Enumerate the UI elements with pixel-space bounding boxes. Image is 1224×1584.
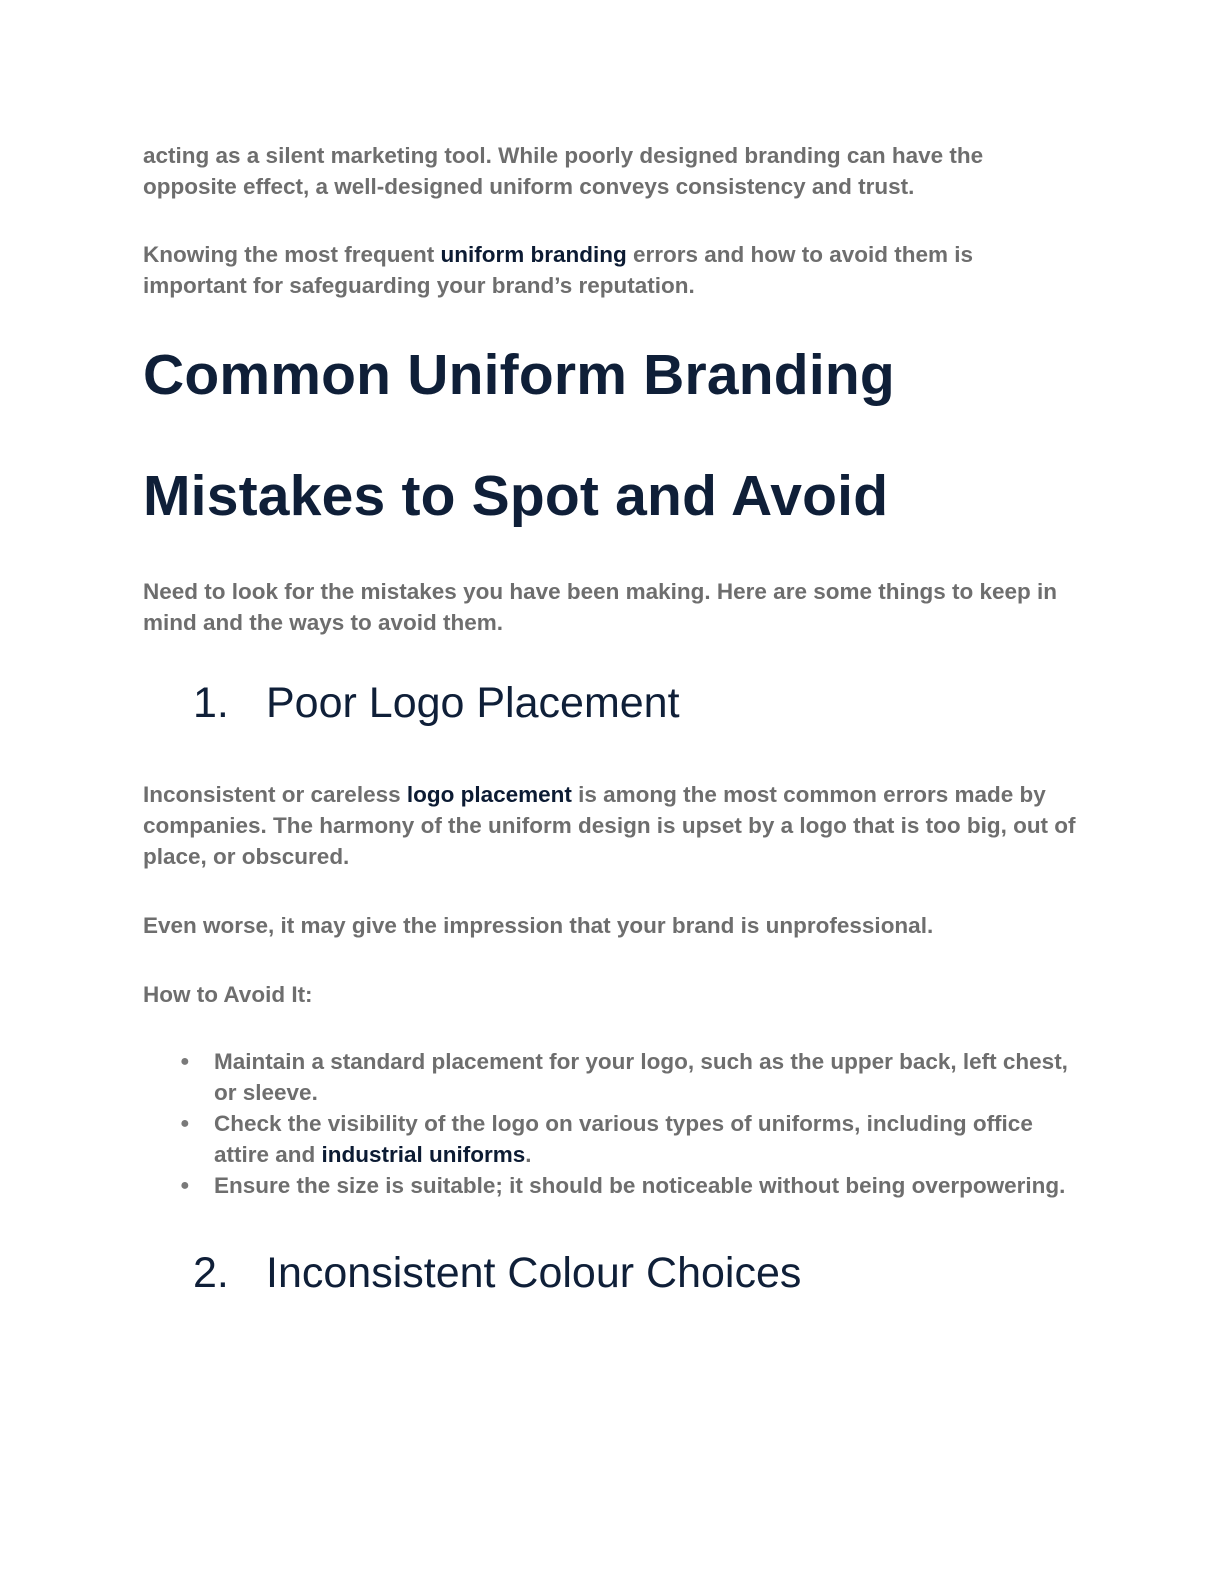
bullet-text-2-before: Check the visibility of the logo on various types of uniforms, including office attire and [214,1111,1033,1167]
knowing-text-before: Knowing the most frequent [143,242,441,267]
inconsistent-paragraph [143,779,1083,872]
logo-placement-link[interactable]: logo placement [406,782,572,807]
knowing-text-after: errors and how to avoid them is important for safeguarding your brand’s reputation. [143,242,974,298]
list-item [143,1046,1083,1108]
industrial-uniforms-link[interactable]: industrial uniforms [321,1142,526,1167]
knowing-paragraph [143,239,1083,301]
need-paragraph: Need to look for the mistakes you have been making. Here are some things to keep in mind and the ways to avoid them. [143,579,1058,635]
list-item [143,1108,1083,1170]
intro-paragraph: acting as a silent marketing tool. While poorly designed branding can have the opposite effect, a well-designed uniform conveys consistency and trust. [143,143,984,199]
list-item [143,1170,1083,1201]
bullet-text-3: Ensure the size is suitable; it should be noticeable without being overpowering. [214,1173,1066,1198]
how-to-avoid-label: How to Avoid It: [143,982,313,1007]
bullet-text-1: Maintain a standard placement for your logo, such as the upper back, left chest, or sleeve. [214,1049,1068,1105]
document-page [143,140,1083,1297]
section-title-2: Inconsistent Colour Choices [266,1249,802,1297]
bullet-icon: ● [180,1053,190,1070]
section-title-1: Poor Logo Placement [266,679,680,727]
avoid-tips-list [143,1046,1083,1201]
section-number-1: 1. [193,679,229,727]
inconsistent-text-before: Inconsistent or careless [143,782,407,807]
section-heading-2 [143,1249,1083,1297]
page-title-line-1: Common Uniform Branding [143,343,895,407]
page-title-line-2: Mistakes to Spot and Avoid [143,464,889,528]
section-number-2: 2. [193,1249,229,1297]
inconsistent-text-after: is among the most common errors made by companies. The harmony of the uniform design is upset by a logo that is too big, out of place, or obscured. [143,782,1076,869]
bullet-icon: ● [180,1115,190,1132]
even-worse-paragraph: Even worse, it may give the impression that your brand is unprofessional. [143,913,934,938]
uniform-branding-link[interactable]: uniform branding [440,242,627,267]
bullet-text-2-after: . [525,1142,532,1167]
section-heading-1 [143,679,1083,727]
bullet-icon: ● [180,1177,190,1194]
